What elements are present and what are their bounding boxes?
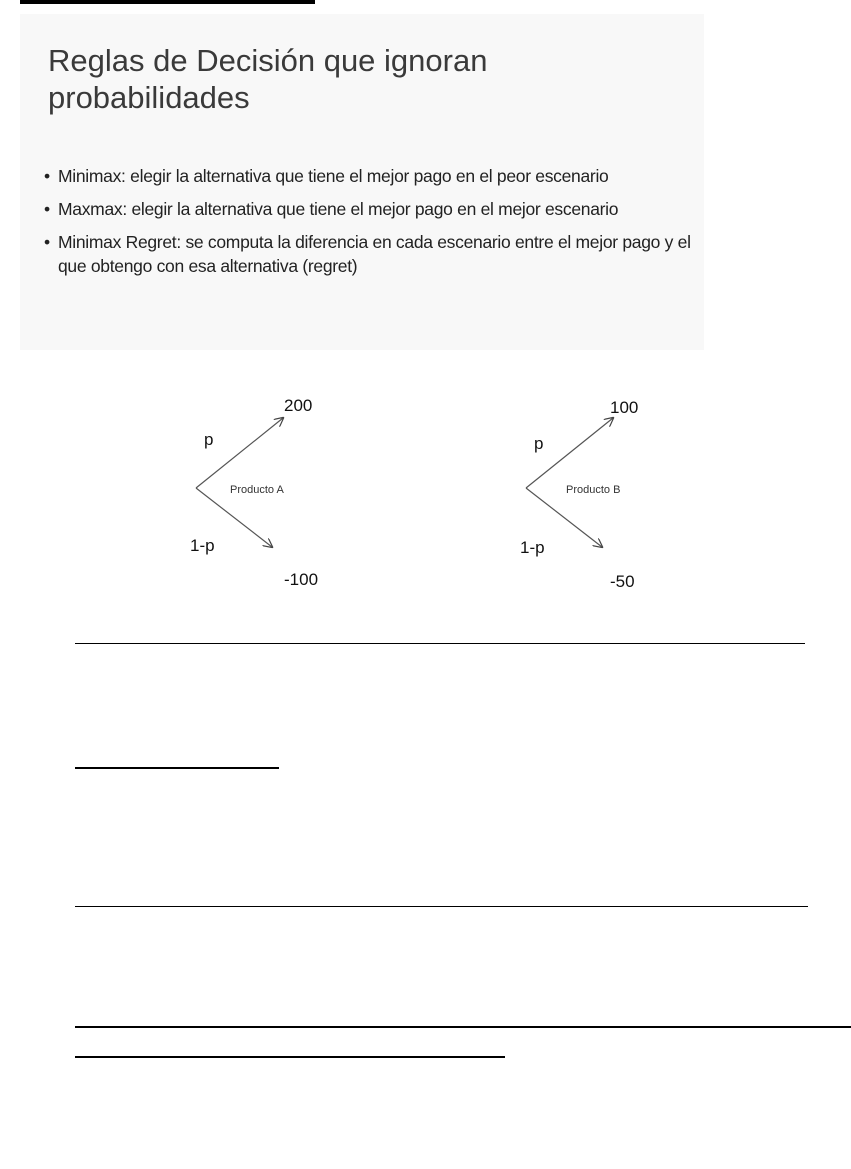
tree-name: Producto A: [230, 484, 284, 496]
tree-name: Producto B: [566, 484, 621, 496]
bullet-minimax-regret: • Minimax Regret: se computa la diferencia en cada escenario entre el mejor pago y el que obtengo con esa alternativa (regret): [44, 232, 691, 276]
prob-1-p: 1-p: [190, 536, 215, 555]
prob-p: p: [204, 430, 214, 449]
bullet-list: [44, 164, 704, 287]
bullet-maxmax: • Maxmax: elegir la alternativa que tiene el mejor pago en el mejor escenario: [44, 199, 619, 219]
decision-tree-a: [160, 390, 340, 590]
divider-1: [75, 643, 805, 644]
decision-tree-b: [490, 390, 670, 590]
top-rule: [20, 0, 315, 4]
prob-1-p: 1-p: [520, 538, 545, 557]
short-rule-2: [75, 1056, 505, 1058]
divider-2: [75, 906, 808, 907]
payoff-down: -50: [610, 572, 635, 591]
slide-image: [20, 14, 704, 350]
payoff-up: 100: [610, 398, 639, 417]
divider-3: [75, 1026, 851, 1028]
prob-p: p: [534, 434, 544, 453]
short-rule-1: [75, 767, 279, 769]
payoff-down: -100: [284, 570, 319, 589]
bullet-minimax: • Minimax: elegir la alternativa que tiene el mejor pago en el peor escenario: [44, 166, 609, 186]
payoff-up: 200: [284, 396, 313, 415]
slide-title: Reglas de Decisión que ignoran probabilidades: [48, 43, 488, 115]
branch-up: [196, 418, 283, 488]
